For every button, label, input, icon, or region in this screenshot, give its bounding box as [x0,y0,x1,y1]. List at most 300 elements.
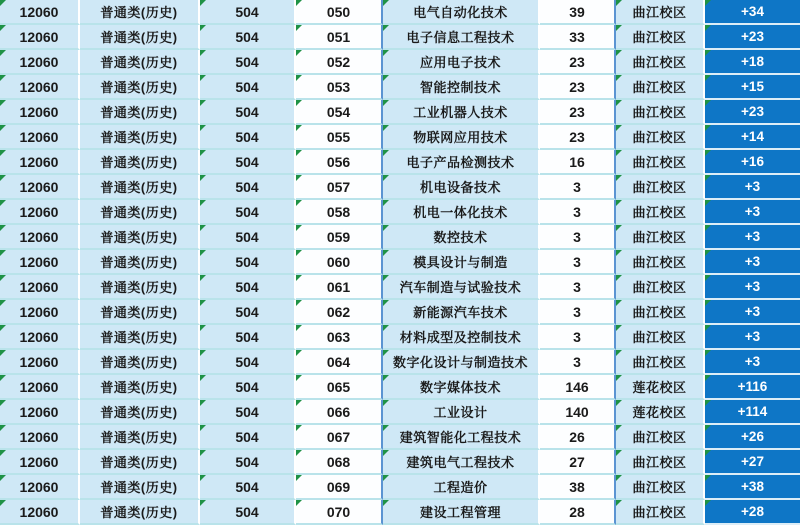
comment-marker-icon [616,325,622,331]
cell-plan-count[interactable] [540,225,616,250]
cell-value: 060 [326,253,351,270]
cell-value: +3 [744,204,761,219]
cell-value: 12060 [19,453,59,470]
cell-change[interactable] [705,500,800,525]
cell-major-name[interactable] [383,350,540,375]
cell-college-code[interactable] [0,400,80,425]
comment-marker-icon [200,125,206,131]
cell-value: 莲花校区 [632,380,687,395]
cell-value: 23 [569,78,585,95]
comment-marker-icon [296,250,302,256]
cell-group-code[interactable] [200,225,296,250]
cell-value: 莲花校区 [632,405,687,420]
cell-plan-count[interactable] [540,425,616,450]
cell-college-code[interactable] [0,150,80,175]
cell-major-name[interactable] [383,250,540,275]
cell-value: 068 [326,453,351,470]
cell-category[interactable] [80,175,200,200]
cell-category[interactable] [80,225,200,250]
comment-marker-icon [383,500,389,506]
cell-category[interactable] [80,325,200,350]
cell-change[interactable] [705,450,800,475]
cell-campus[interactable] [616,0,705,25]
cell-major-name[interactable] [383,500,540,525]
cell-campus[interactable] [616,125,705,150]
cell-college-code[interactable] [0,25,80,50]
cell-category[interactable] [80,400,200,425]
table-row [0,400,800,425]
cell-value: 12060 [19,403,59,420]
cell-major-name[interactable] [383,275,540,300]
cell-major-code[interactable] [296,150,383,175]
comment-marker-icon [200,275,206,281]
cell-major-name[interactable] [383,300,540,325]
cell-group-code[interactable] [200,425,296,450]
cell-value: 机电一体化技术 [413,205,508,220]
cell-category[interactable] [80,125,200,150]
cell-change[interactable] [705,0,800,25]
cell-value: 12060 [19,253,59,270]
cell-college-code[interactable] [0,275,80,300]
cell-change[interactable] [705,275,800,300]
cell-value: 146 [565,378,589,395]
cell-value: 504 [235,503,259,520]
comment-marker-icon [0,175,6,181]
cell-change[interactable] [705,475,800,500]
cell-value: 067 [326,428,351,445]
cell-category[interactable] [80,100,200,125]
cell-college-code[interactable] [0,325,80,350]
cell-value: 普通类(历史) [100,155,178,170]
cell-value: 物联网应用技术 [413,130,508,145]
cell-major-name[interactable] [383,400,540,425]
cell-category[interactable] [80,0,200,25]
cell-value: 机电设备技术 [419,180,501,195]
cell-campus[interactable] [616,400,705,425]
cell-major-name[interactable] [383,475,540,500]
cell-change[interactable] [705,425,800,450]
cell-value: 063 [326,328,351,345]
cell-major-code[interactable] [296,125,383,150]
cell-campus[interactable] [616,100,705,125]
cell-change[interactable] [705,75,800,100]
cell-change[interactable] [705,225,800,250]
cell-major-name[interactable] [383,25,540,50]
cell-plan-count[interactable] [540,450,616,475]
cell-value: 普通类(历史) [100,80,178,95]
cell-change[interactable] [705,50,800,75]
comment-marker-icon [296,300,302,306]
cell-campus[interactable] [616,250,705,275]
cell-group-code[interactable] [200,75,296,100]
cell-value: 普通类(历史) [100,30,178,45]
cell-value: 12060 [19,378,59,395]
cell-value: 数字媒体技术 [419,380,501,395]
comment-marker-icon [705,250,711,256]
cell-group-code[interactable] [200,150,296,175]
comment-marker-icon [383,250,389,256]
cell-value: 普通类(历史) [100,505,178,520]
table-row [0,325,800,350]
cell-value: 053 [326,78,351,95]
comment-marker-icon [296,25,302,31]
cell-value: 504 [235,203,259,220]
cell-major-name[interactable] [383,175,540,200]
cell-category[interactable] [80,500,200,525]
comment-marker-icon [0,200,6,206]
cell-campus[interactable] [616,75,705,100]
comment-marker-icon [705,400,711,406]
cell-value: 504 [235,378,259,395]
cell-value: 普通类(历史) [100,230,178,245]
cell-campus[interactable] [616,300,705,325]
cell-category[interactable] [80,300,200,325]
cell-college-code[interactable] [0,0,80,25]
cell-plan-count[interactable] [540,75,616,100]
cell-category[interactable] [80,450,200,475]
table-row [0,225,800,250]
cell-major-name[interactable] [383,50,540,75]
comment-marker-icon [0,50,6,56]
cell-campus[interactable] [616,350,705,375]
cell-college-code[interactable] [0,500,80,525]
cell-plan-count[interactable] [540,0,616,25]
cell-college-code[interactable] [0,175,80,200]
cell-category[interactable] [80,350,200,375]
cell-major-name[interactable] [383,200,540,225]
cell-value: 504 [235,303,259,320]
cell-group-code[interactable] [200,350,296,375]
table-row [0,0,800,25]
cell-college-code[interactable] [0,475,80,500]
cell-major-name[interactable] [383,225,540,250]
cell-group-code[interactable] [200,250,296,275]
cell-value: +16 [741,154,764,169]
cell-value: 504 [235,253,259,270]
comment-marker-icon [383,100,389,106]
comment-marker-icon [616,300,622,306]
cell-major-name[interactable] [383,150,540,175]
cell-plan-count[interactable] [540,325,616,350]
cell-major-name[interactable] [383,125,540,150]
table-row [0,475,800,500]
cell-value: 曲江校区 [632,480,687,495]
table-row [0,200,800,225]
cell-value: +23 [741,29,764,44]
cell-change[interactable] [705,325,800,350]
cell-major-code[interactable] [296,375,383,400]
cell-value: +3 [744,254,761,269]
cell-group-code[interactable] [200,50,296,75]
comment-marker-icon [0,75,6,81]
cell-major-code[interactable] [296,50,383,75]
cell-college-code[interactable] [0,125,80,150]
cell-value: 工业设计 [433,405,488,420]
cell-campus[interactable] [616,475,705,500]
cell-value: 工程造价 [433,480,488,495]
cell-group-code[interactable] [200,25,296,50]
comment-marker-icon [200,450,206,456]
cell-value: 曲江校区 [632,455,687,470]
cell-major-name[interactable] [383,375,540,400]
cell-college-code[interactable] [0,450,80,475]
cell-group-code[interactable] [200,325,296,350]
cell-value: 普通类(历史) [100,430,178,445]
cell-major-code[interactable] [296,0,383,25]
cell-group-code[interactable] [200,100,296,125]
cell-value: +114 [737,404,768,419]
cell-campus[interactable] [616,275,705,300]
cell-major-code[interactable] [296,225,383,250]
cell-plan-count[interactable] [540,25,616,50]
cell-category[interactable] [80,25,200,50]
cell-value: 3 [573,228,581,245]
cell-plan-count[interactable] [540,400,616,425]
cell-value: 普通类(历史) [100,55,178,70]
table-row [0,175,800,200]
cell-college-code[interactable] [0,375,80,400]
comment-marker-icon [200,100,206,106]
cell-campus[interactable] [616,325,705,350]
table-row [0,25,800,50]
cell-college-code[interactable] [0,425,80,450]
comment-marker-icon [0,475,6,481]
comment-marker-icon [296,450,302,456]
cell-value: 3 [573,253,581,270]
cell-value: +3 [744,229,761,244]
cell-category[interactable] [80,150,200,175]
cell-value: 应用电子技术 [419,55,501,70]
cell-value: +3 [744,279,761,294]
cell-value: 16 [569,153,585,170]
cell-college-code[interactable] [0,350,80,375]
cell-plan-count[interactable] [540,350,616,375]
cell-group-code[interactable] [200,300,296,325]
cell-major-code[interactable] [296,25,383,50]
cell-major-code[interactable] [296,175,383,200]
cell-college-code[interactable] [0,225,80,250]
cell-plan-count[interactable] [540,175,616,200]
cell-campus[interactable] [616,25,705,50]
cell-major-name[interactable] [383,100,540,125]
cell-value: +18 [741,54,764,69]
cell-college-code[interactable] [0,200,80,225]
comment-marker-icon [296,125,302,131]
cell-value: 曲江校区 [632,355,687,370]
cell-major-name[interactable] [383,325,540,350]
cell-group-code[interactable] [200,375,296,400]
cell-major-name[interactable] [383,450,540,475]
comment-marker-icon [705,450,711,456]
cell-value: +26 [741,429,764,444]
cell-category[interactable] [80,425,200,450]
comment-marker-icon [0,400,6,406]
cell-major-code[interactable] [296,75,383,100]
cell-campus[interactable] [616,200,705,225]
comment-marker-icon [200,425,206,431]
comment-marker-icon [0,125,6,131]
table-row [0,425,800,450]
comment-marker-icon [616,275,622,281]
cell-plan-count[interactable] [540,50,616,75]
cell-campus[interactable] [616,450,705,475]
cell-change[interactable] [705,350,800,375]
cell-plan-count[interactable] [540,200,616,225]
cell-value: +23 [741,104,764,119]
cell-value: 建筑电气工程技术 [406,455,515,470]
comment-marker-icon [200,375,206,381]
cell-college-code[interactable] [0,300,80,325]
comment-marker-icon [616,100,622,106]
comment-marker-icon [705,200,711,206]
cell-plan-count[interactable] [540,250,616,275]
cell-change[interactable] [705,25,800,50]
cell-category[interactable] [80,50,200,75]
cell-value: 504 [235,278,259,295]
cell-value: 普通类(历史) [100,380,178,395]
cell-category[interactable] [80,475,200,500]
comment-marker-icon [705,500,711,506]
cell-value: 12060 [19,178,59,195]
cell-value: 504 [235,228,259,245]
cell-change[interactable] [705,150,800,175]
cell-value: 建筑智能化工程技术 [399,430,522,445]
cell-campus[interactable] [616,375,705,400]
cell-major-name[interactable] [383,0,540,25]
cell-category[interactable] [80,200,200,225]
cell-value: 39 [569,3,585,20]
comment-marker-icon [616,200,622,206]
cell-major-code[interactable] [296,200,383,225]
comment-marker-icon [616,250,622,256]
cell-value: 504 [235,78,259,95]
cell-major-code[interactable] [296,300,383,325]
cell-value: 064 [326,353,351,370]
cell-campus[interactable] [616,50,705,75]
cell-group-code[interactable] [200,400,296,425]
cell-campus[interactable] [616,225,705,250]
cell-plan-count[interactable] [540,500,616,525]
cell-plan-count[interactable] [540,100,616,125]
cell-value: 电子信息工程技术 [406,30,515,45]
cell-group-code[interactable] [200,500,296,525]
cell-group-code[interactable] [200,450,296,475]
cell-value: 052 [326,53,351,70]
cell-campus[interactable] [616,175,705,200]
cell-value: 数控技术 [433,230,488,245]
cell-major-code[interactable] [296,500,383,525]
cell-college-code[interactable] [0,75,80,100]
cell-major-code[interactable] [296,100,383,125]
comment-marker-icon [200,225,206,231]
cell-value: 058 [326,203,351,220]
cell-major-code[interactable] [296,275,383,300]
cell-major-code[interactable] [296,475,383,500]
cell-college-code[interactable] [0,50,80,75]
cell-value: +15 [741,79,764,94]
cell-plan-count[interactable] [540,275,616,300]
cell-value: 3 [573,178,581,195]
cell-value: 普通类(历史) [100,105,178,120]
cell-value: 数字化设计与制造技术 [392,355,528,370]
cell-value: 504 [235,178,259,195]
cell-change[interactable] [705,375,800,400]
cell-change[interactable] [705,300,800,325]
cell-college-code[interactable] [0,100,80,125]
cell-group-code[interactable] [200,275,296,300]
cell-plan-count[interactable] [540,125,616,150]
comment-marker-icon [616,375,622,381]
cell-value: 电子产品检测技术 [406,155,515,170]
cell-value: 069 [326,478,351,495]
cell-group-code[interactable] [200,200,296,225]
cell-major-code[interactable] [296,350,383,375]
comment-marker-icon [616,25,622,31]
cell-value: 061 [326,278,351,295]
cell-value: 普通类(历史) [100,130,178,145]
cell-major-code[interactable] [296,450,383,475]
cell-plan-count[interactable] [540,375,616,400]
cell-campus[interactable] [616,500,705,525]
cell-campus[interactable] [616,425,705,450]
cell-value: 065 [326,378,351,395]
comment-marker-icon [616,475,622,481]
cell-value: 3 [573,353,581,370]
cell-group-code[interactable] [200,475,296,500]
cell-value: 12060 [19,328,59,345]
cell-major-code[interactable] [296,250,383,275]
cell-campus[interactable] [616,150,705,175]
cell-change[interactable] [705,400,800,425]
cell-value: 12060 [19,153,59,170]
cell-college-code[interactable] [0,250,80,275]
cell-group-code[interactable] [200,175,296,200]
comment-marker-icon [383,225,389,231]
cell-change[interactable] [705,125,800,150]
cell-change[interactable] [705,100,800,125]
comment-marker-icon [296,500,302,506]
cell-category[interactable] [80,375,200,400]
cell-group-code[interactable] [200,125,296,150]
cell-category[interactable] [80,250,200,275]
cell-major-name[interactable] [383,75,540,100]
cell-plan-count[interactable] [540,475,616,500]
comment-marker-icon [0,500,6,506]
cell-category[interactable] [80,75,200,100]
cell-change[interactable] [705,200,800,225]
cell-change[interactable] [705,175,800,200]
cell-value: 普通类(历史) [100,455,178,470]
cell-value: 12060 [19,78,59,95]
cell-plan-count[interactable] [540,150,616,175]
cell-major-code[interactable] [296,400,383,425]
cell-group-code[interactable] [200,0,296,25]
cell-major-code[interactable] [296,325,383,350]
comment-marker-icon [296,150,302,156]
cell-value: 汽车制造与试验技术 [399,280,522,295]
cell-plan-count[interactable] [540,300,616,325]
cell-category[interactable] [80,275,200,300]
comment-marker-icon [296,400,302,406]
comment-marker-icon [616,75,622,81]
cell-value: 普通类(历史) [100,5,178,20]
cell-major-name[interactable] [383,425,540,450]
comment-marker-icon [0,250,6,256]
table-row [0,250,800,275]
cell-major-code[interactable] [296,425,383,450]
cell-value: 曲江校区 [632,255,687,270]
cell-change[interactable] [705,250,800,275]
